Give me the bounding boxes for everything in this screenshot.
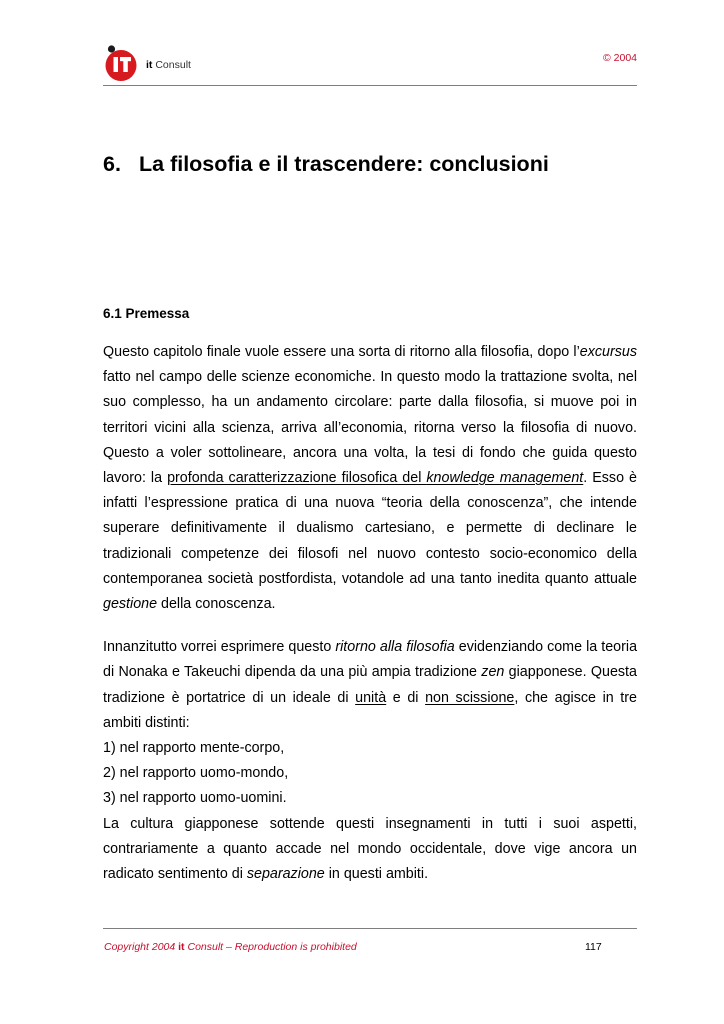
header-year: © 2004 [602, 52, 637, 64]
p1-italic-excursus: excursus [579, 344, 637, 360]
p1-italic-km: knowledge management [426, 470, 584, 487]
p2-text-3: giapponese. Questa tradizione è portatrice di un ideale di [103, 664, 637, 706]
chapter-number: 6. [103, 152, 121, 176]
paragraph-2 [103, 635, 637, 736]
p2-underline-non-scissione: non scissione [425, 689, 515, 706]
chapter-heading [103, 152, 549, 177]
body-text [103, 340, 637, 887]
p2-italic-ritorno: ritorno alla filosofia [335, 639, 455, 656]
paragraph-1 [103, 340, 637, 617]
brand-name [146, 59, 191, 71]
section-heading: 6.1 Premessa [103, 306, 190, 321]
p3-text-1: La cultura giapponese sottende questi insegnamenti in tutti i suoi aspetti, contrariamente a quanto accade nel mondo occidentale, dove vige ancora un radicato sentimento di [103, 815, 637, 883]
paragraph-3 [103, 812, 637, 888]
p2-underline-unita: unità [355, 689, 387, 706]
p1-text-1: Questo capitolo finale vuole essere una sorta di ritorno alla filosofia, dopo l’ [103, 344, 580, 360]
it-consult-logo [104, 44, 138, 82]
p2-text-5: , che agisce in tre ambiti distinti: [103, 689, 637, 731]
p3-text-2: in questi ambiti. [324, 866, 429, 883]
page-number: 117 [585, 941, 602, 953]
p1-text-4: della conoscenza. [157, 596, 276, 613]
brand-name-rest: Consult [152, 59, 191, 71]
p1-italic-gestione: gestione [103, 596, 158, 613]
p1-underline-thesis: profonda caratterizzazione filosofica del [167, 470, 427, 487]
brand-name-bold: it [146, 59, 153, 71]
list-item: 1) nel rapporto mente-corpo, [103, 740, 285, 757]
list-item: 2) nel rapporto uomo-mondo, [103, 765, 289, 782]
chapter-title: La filosofia e il trascendere: conclusioni [139, 152, 549, 176]
header-divider [103, 85, 637, 86]
p2-text-2: evidenziando come la teoria di Nonaka e Takeuchi dipenda da una più ampia tradizione [103, 639, 638, 681]
list-item: 3) nel rapporto uomo-uomini. [103, 790, 287, 807]
p3-italic-separazione: separazione [246, 866, 325, 883]
p2-text-4: e di [386, 689, 426, 706]
copyright-brand: it [178, 941, 185, 953]
copyright-text-2: Consult – Reproduction is prohibited [184, 941, 357, 953]
copyright-notice [104, 941, 357, 953]
footer-divider [103, 928, 637, 929]
copyright-text-1: Copyright 2004 [104, 941, 179, 953]
p2-text-1: Innanzitutto vorrei esprimere questo [103, 639, 336, 656]
p2-italic-zen: zen [481, 664, 505, 681]
p1-text-3: . Esso è infatti l’espressione pratica di una nuova “teoria della conoscenza”, che intende superare definitivamente il dualismo cartesiano, e permette di declinare le tradizionali competenze dei filosofi nel nuovo contesto socio-economico della contemporanea società postfordista, votandole ad una tanto inedita quanto attuale [103, 470, 638, 587]
p1-text-2: fatto nel campo delle scienze economiche. In questo modo la trattazione svolta, nel suo complesso, ha un andamento circolare: parte dalla filosofia, si muove poi in territori vicini alla scienza, arriva all’economia, ritorna verso la filosofia di nuovo. Questo a voler sottolineare, ancora una volta, la tesi di fondo che guida questo lavoro: la [103, 369, 637, 487]
